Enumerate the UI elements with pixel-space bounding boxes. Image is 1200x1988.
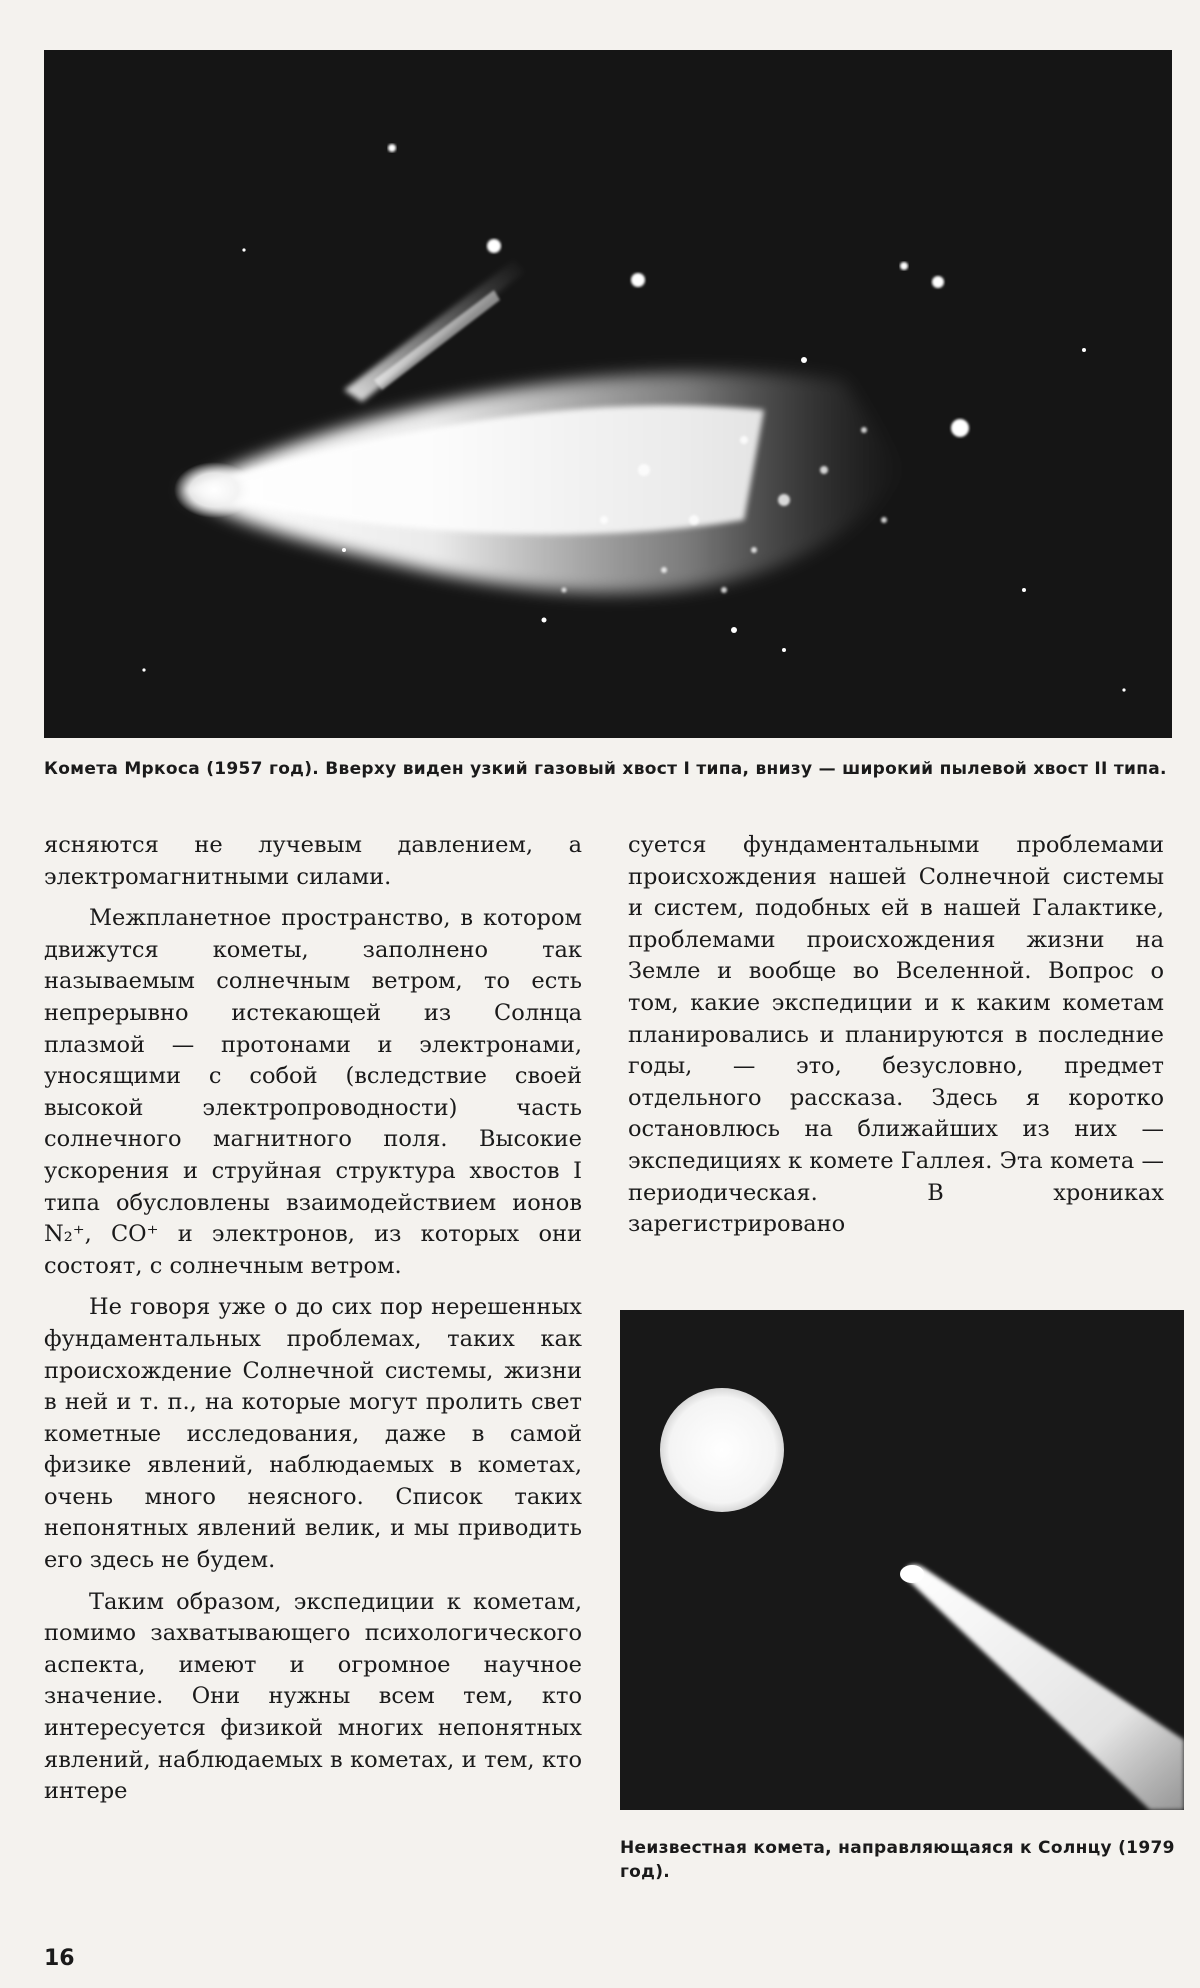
page-number: 16 <box>44 1946 75 1971</box>
paragraph: суется фундаментальными проблемами происхождения нашей Солнечной системы и систем, подобных ей в нашей Галактике, проблемами происхождения жизни на Земле и вообще во Вселенной. Вопрос о том, какие экспедиции и к каким кометам планировались и планируются в последние годы, — это, безусловно, предмет отдельного рассказа. Здесь я коротко остановлюсь на ближайших из них — экспедициях к комете Галлея. Эта комета — периодическая. В хрониках зарегистрировано <box>628 832 1164 1238</box>
comet-mrkos-photo <box>44 50 1172 738</box>
paragraph: ясняются не лучевым давлением, а электромагнитными силами. <box>44 832 582 890</box>
unknown-comet-photo <box>620 1310 1184 1810</box>
comet-mrkos-image <box>44 50 1172 738</box>
paragraph: Не говоря уже о до сих пор нерешенных фундаментальных проблемах, таких как происхождение Солнечной системы, жизни в ней и т. п., на которые могут пролить свет кометные исследования, даже в самой физике явлений, наблюдаемых в кометах, очень много неясного. Список таких непонятных явлений велик, и мы приводить его здесь не будем. <box>44 1294 582 1574</box>
unknown-comet-image <box>620 1310 1184 1810</box>
paragraph: Межпланетное пространство, в котором движутся кометы, заполнено так называемым солнечным ветром, то есть непрерывно истекающей из Солнца плазмой — протонами и электронами, уносящими с собой (вследствие своей высокой электропроводности) часть солнечного магнитного поля. Высокие ускорения и струйная структура хвостов I типа обусловлены взаимодействием ионов N₂⁺, CO⁺ и электронов, из которых они состоят, с солнечным ветром. <box>44 905 582 1279</box>
figure-caption-bottom: Неизвестная комета, направляющаяся к Солнцу (1979 год). <box>620 1838 1175 1882</box>
comet-head <box>900 1565 924 1583</box>
comet-nucleus <box>174 462 254 518</box>
text-column-left <box>44 830 582 1808</box>
sun <box>660 1388 784 1512</box>
figure-caption-top: Комета Мркоса (1957 год). Вверху виден узкий газовый хвост I типа, внизу — широкий пылевой хвост II типа. <box>44 759 1167 779</box>
paragraph: Таким образом, экспедиции к кометам, помимо захватывающего психологического аспекта, имеют и огромное научное значение. Они нужны всем тем, кто интересуется физикой многих непонятных явлений, наблюдаемых в кометах, и тем, кто интере <box>44 1588 582 1805</box>
text-column-right <box>628 830 1164 1241</box>
